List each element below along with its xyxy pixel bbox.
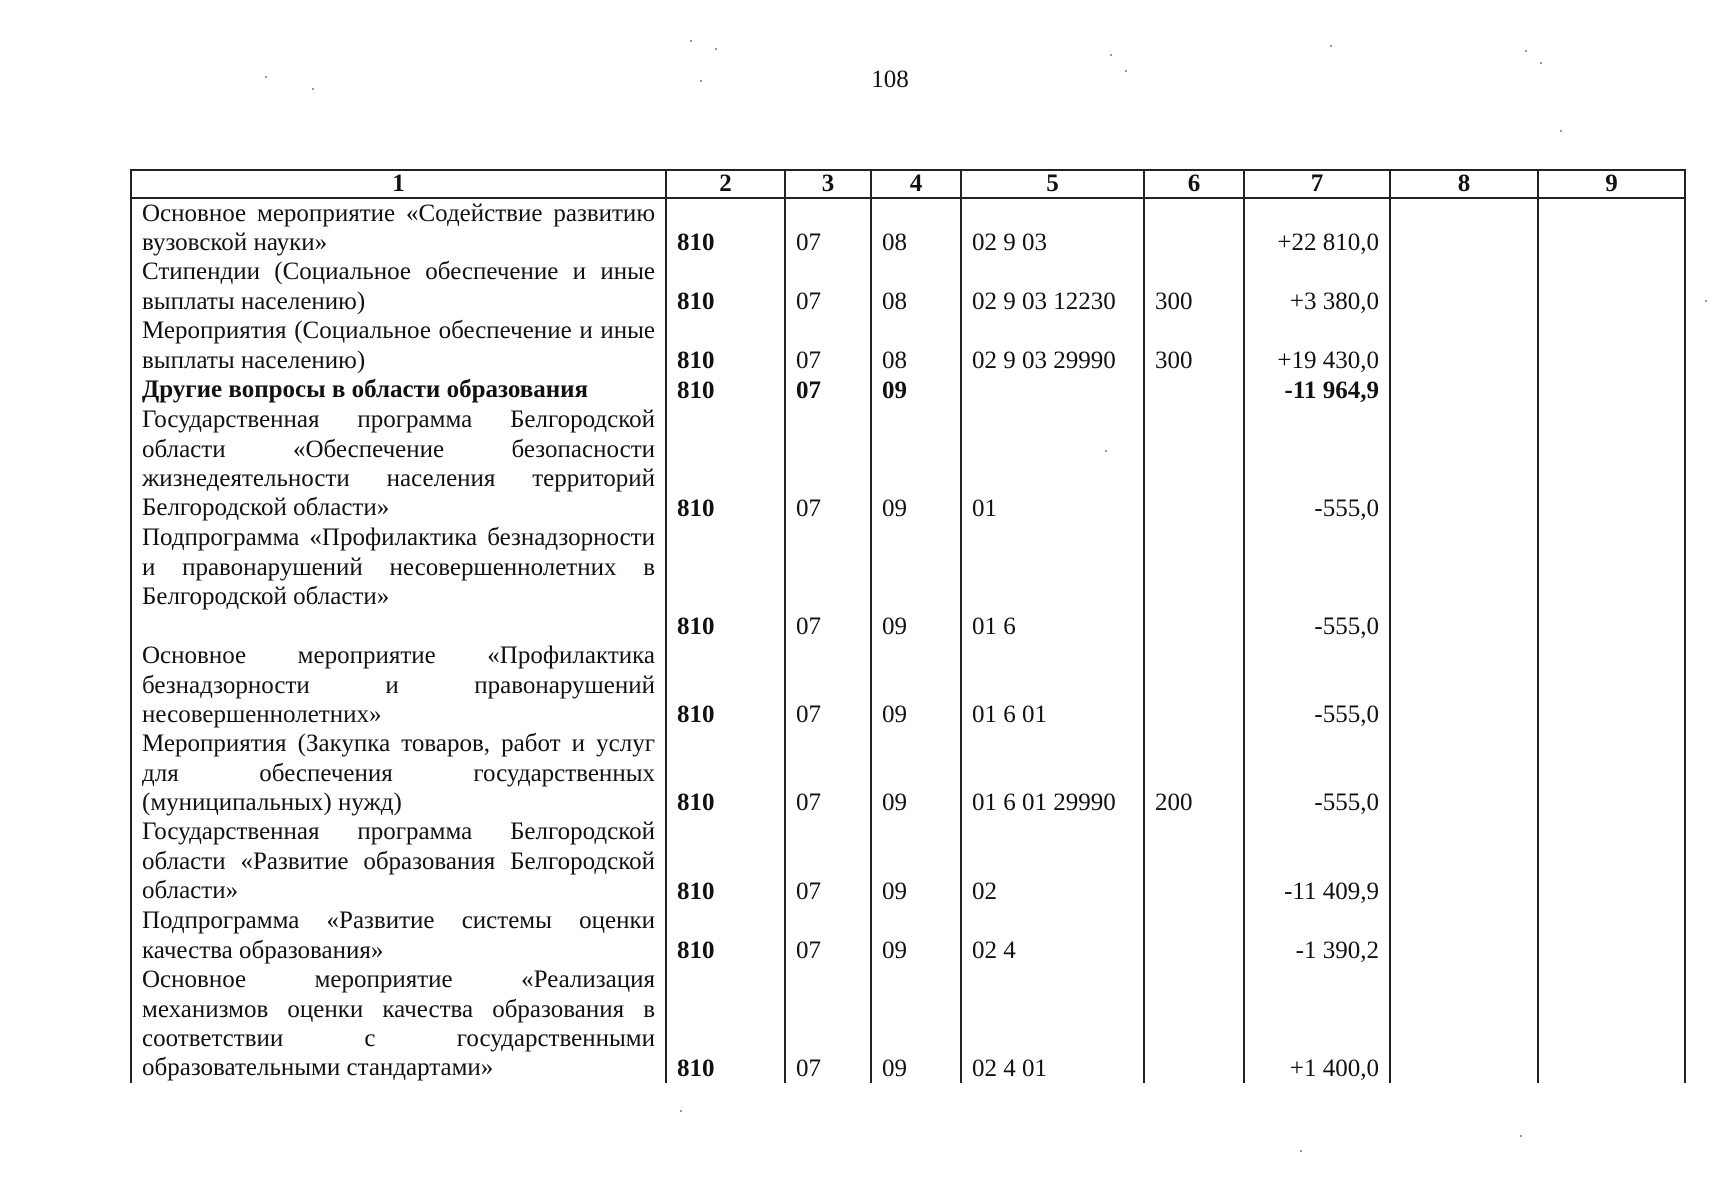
scan-speck (1300, 1150, 1302, 1152)
table-cell: 810 (666, 257, 785, 316)
table-row (131, 257, 1685, 316)
table-cell (1390, 198, 1538, 257)
table-cell (1538, 316, 1685, 375)
scan-speck (312, 88, 314, 90)
table-cell: +1 400,0 (1244, 965, 1390, 1083)
table-cell: 09 (871, 405, 961, 523)
table-row (131, 375, 1685, 405)
table-row (131, 641, 1685, 729)
table-cell (1144, 405, 1244, 523)
scan-speck (690, 40, 692, 42)
row-name-cell: Подпрограмма «Развитие системы оценки качества образования» (131, 906, 666, 965)
table-body (131, 198, 1685, 1083)
table-cell: 300 (1144, 316, 1244, 375)
table-cell (1144, 198, 1244, 257)
table-cell: 07 (785, 965, 871, 1083)
table-cell: 300 (1144, 257, 1244, 316)
table-cell (1390, 316, 1538, 375)
table-cell (1390, 906, 1538, 965)
table-cell: 09 (871, 906, 961, 965)
table-cell (1390, 257, 1538, 316)
table-cell (1538, 523, 1685, 641)
row-name-cell: Подпрограмма «Профилактика безнадзорности и правонарушений несовершеннолетних в Белгородской области» (131, 523, 666, 641)
table-cell (1538, 729, 1685, 817)
table-cell: 02 9 03 12230 (961, 257, 1144, 316)
table-cell (1144, 641, 1244, 729)
row-name-cell: Стипендии (Социальное обеспечение и иные выплаты населению) (131, 257, 666, 316)
table-cell (1390, 523, 1538, 641)
scan-speck (1125, 70, 1127, 72)
table-cell (1390, 817, 1538, 906)
table-cell: 810 (666, 965, 785, 1083)
column-header: 9 (1538, 170, 1685, 198)
row-name-cell: Основное мероприятие «Профилактика безнадзорности и правонарушений несовершеннолетних» (131, 641, 666, 729)
table-cell: 810 (666, 316, 785, 375)
table-cell: 09 (871, 729, 961, 817)
table-cell: -11 964,9 (1244, 375, 1390, 405)
table-cell: 07 (785, 906, 871, 965)
table-row (131, 316, 1685, 375)
column-header: 2 (666, 170, 785, 198)
row-name-cell: Мероприятия (Закупка товаров, работ и услуг для обеспечения государственных (муниципальных) нужд) (131, 729, 666, 817)
table-cell: 07 (785, 405, 871, 523)
table-cell (1538, 906, 1685, 965)
scan-speck (265, 76, 267, 78)
column-header: 1 (131, 170, 666, 198)
table-cell: 01 6 (961, 523, 1144, 641)
table-cell: 810 (666, 729, 785, 817)
scan-speck (1520, 1135, 1522, 1137)
scan-speck (1560, 130, 1562, 132)
table-cell: 09 (871, 375, 961, 405)
table-cell: 07 (785, 641, 871, 729)
column-header: 8 (1390, 170, 1538, 198)
table-cell: 810 (666, 405, 785, 523)
row-name-cell: Государственная программа Белгородской области «Развитие образования Белгородской области» (131, 817, 666, 906)
table-cell: 09 (871, 965, 961, 1083)
scan-speck (1540, 62, 1542, 64)
scan-speck (1525, 50, 1527, 52)
table-cell (1538, 965, 1685, 1083)
table-cell: 08 (871, 257, 961, 316)
table-cell: 810 (666, 523, 785, 641)
table-cell: 08 (871, 198, 961, 257)
table-cell: 09 (871, 817, 961, 906)
table-cell: 02 9 03 29990 (961, 316, 1144, 375)
table-cell (1390, 375, 1538, 405)
table-cell: 07 (785, 817, 871, 906)
table-cell (1538, 198, 1685, 257)
table-cell: -555,0 (1244, 523, 1390, 641)
table-cell (1144, 375, 1244, 405)
table-cell (1390, 405, 1538, 523)
column-header: 7 (1244, 170, 1390, 198)
table-cell: -11 409,9 (1244, 817, 1390, 906)
table-cell: 01 6 01 29990 (961, 729, 1144, 817)
column-header: 3 (785, 170, 871, 198)
table-cell: 810 (666, 906, 785, 965)
table-cell: -555,0 (1244, 405, 1390, 523)
table-cell: 02 4 01 (961, 965, 1144, 1083)
table-cell: 810 (666, 817, 785, 906)
table-cell: -555,0 (1244, 641, 1390, 729)
table-cell (1538, 817, 1685, 906)
column-header: 6 (1144, 170, 1244, 198)
table-cell: 02 9 03 (961, 198, 1144, 257)
row-name-cell: Основное мероприятие «Реализация механизмов оценки качества образования в соответствии с государственными образовательными стандартами» (131, 965, 666, 1083)
table-cell: -1 390,2 (1244, 906, 1390, 965)
scan-speck (1110, 54, 1112, 56)
table-row (131, 906, 1685, 965)
table-cell (1538, 641, 1685, 729)
header-row (131, 170, 1685, 198)
scan-speck (1705, 300, 1707, 302)
table-cell: 07 (785, 729, 871, 817)
budget-table (130, 169, 1686, 1083)
table-cell: 07 (785, 523, 871, 641)
table-row (131, 405, 1685, 523)
table-cell: 810 (666, 375, 785, 405)
table-cell (961, 375, 1144, 405)
scan-speck (700, 80, 702, 82)
table-cell: +19 430,0 (1244, 316, 1390, 375)
table-cell (1390, 965, 1538, 1083)
table-cell: 01 6 01 (961, 641, 1144, 729)
table-cell: 02 4 (961, 906, 1144, 965)
table-cell: 07 (785, 375, 871, 405)
table-cell (1144, 965, 1244, 1083)
table-cell: 02 (961, 817, 1144, 906)
column-header: 4 (871, 170, 961, 198)
table-cell (1144, 817, 1244, 906)
table-cell: 09 (871, 523, 961, 641)
table-cell (1538, 375, 1685, 405)
table-cell: 200 (1144, 729, 1244, 817)
table-cell: +22 810,0 (1244, 198, 1390, 257)
table-cell (1390, 641, 1538, 729)
table-cell: 08 (871, 316, 961, 375)
scan-speck (1330, 45, 1332, 47)
table-cell: 09 (871, 641, 961, 729)
row-name-cell: Мероприятия (Социальное обеспечение и иные выплаты населению) (131, 316, 666, 375)
table-cell: 07 (785, 257, 871, 316)
table-row (131, 817, 1685, 906)
table-cell: -555,0 (1244, 729, 1390, 817)
scan-speck (680, 1110, 682, 1112)
table-cell: 01 (961, 405, 1144, 523)
column-header: 5 (961, 170, 1144, 198)
table-cell (1144, 523, 1244, 641)
table-cell (1390, 729, 1538, 817)
table-cell: 810 (666, 641, 785, 729)
table-row (131, 965, 1685, 1083)
table-cell: +3 380,0 (1244, 257, 1390, 316)
scan-speck (715, 48, 717, 50)
table-cell (1538, 405, 1685, 523)
table-row (131, 198, 1685, 257)
scan-speck (1105, 450, 1107, 452)
page-number: 108 (871, 66, 909, 93)
table-cell (1538, 257, 1685, 316)
row-name-cell: Основное мероприятие «Содействие развитию вузовской науки» (131, 198, 666, 257)
table-cell (1144, 906, 1244, 965)
table-row (131, 523, 1685, 641)
table-row (131, 729, 1685, 817)
table-cell: 07 (785, 316, 871, 375)
table-cell: 810 (666, 198, 785, 257)
row-name-cell: Другие вопросы в области образования (131, 375, 666, 405)
table-cell: 07 (785, 198, 871, 257)
row-name-cell: Государственная программа Белгородской области «Обеспечение безопасности жизнедеятельности населения территорий Белгородской области» (131, 405, 666, 523)
